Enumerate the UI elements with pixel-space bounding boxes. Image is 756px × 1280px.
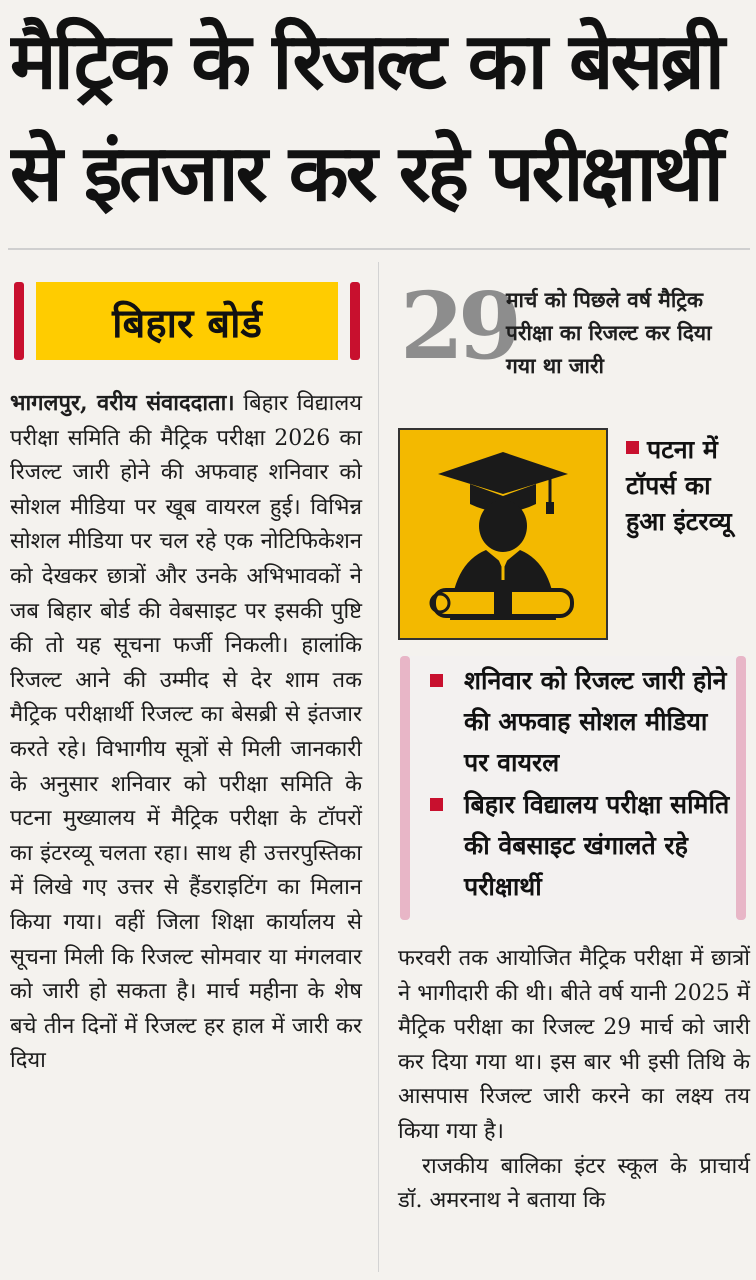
stat-text: मार्च को पिछले वर्ष मैट्रिक परीक्षा का रिजल्ट कर दिया गया था जारी [506,288,712,378]
article-left-column [10,386,362,1079]
section-badge [14,282,360,360]
headline-line-2: से इंतजार कर रहे परीक्षार्थी [10,129,721,219]
highlight-item [430,784,730,907]
side-note-text: पटना में टॉपर्स का हुआ इंटरव्यू [626,435,732,536]
badge-label: बिहार बोर्ड [36,282,338,360]
highlights-bar-right [736,656,746,920]
red-square-bullet-icon [430,798,443,811]
red-square-bullet-icon [626,441,639,454]
badge-bar-right [350,282,360,360]
article-right-column [398,942,750,1219]
stat-number: 29 [400,272,517,380]
article-body-right: फरवरी तक आयोजित मैट्रिक परीक्षा में छात्रों ने भागीदारी की थी। बीते वर्ष यानी 2025 में मैट्रिक परीक्षा का रिजल्ट 29 मार्च को जारी कर दिया गया था। इस बार भी इसी तिथि के आसपास रिजल्ट जारी करने का लक्ष्य तय किया गया है। [398,946,750,1144]
side-note [626,432,750,540]
highlight-text: शनिवार को रिजल्ट जारी होने की अफवाह सोशल मीडिया पर वायरल [464,666,727,777]
column-divider [378,262,379,1272]
highlight-text: बिहार विद्यालय परीक्षा समिति की वेबसाइट खंगालते रहे परीक्षार्थी [464,790,730,901]
dateline: भागलपुर, वरीय संवाददाता। [10,390,235,416]
graduate-with-diploma-icon [400,430,606,638]
article-body-right-para2: राजकीय बालिका इंटर स्कूल के प्राचार्य डॉ. अमरनाथ ने बताया कि [398,1153,750,1214]
article-body-left: बिहार विद्यालय परीक्षा समिति की मैट्रिक परीक्षा 2026 का रिजल्ट जारी होने की अफवाह शनिवार को सोशल मीडिया पर खूब वायरल हुई। विभिन्न सोशल मीडिया पर चल रहे एक नोटिफिकेशन को देखकर छात्रों और उनके अभिभावकों ने जब बिहार बोर्ड की वेबसाइट पर इसकी पुष्टि की तो यह सूचना फर्जी निकली। हालांकि रिजल्ट आने की उम्मीद से देर शाम तक मैट्रिक परीक्षार्थी रिजल्ट का बेसब्री से इंतजार करते रहे। विभागीय सूत्रों से मिली जानकारी के अनुसार शनिवार को परीक्षा समिति के पटना मुख्यालय में मैट्रिक परीक्षा के टॉपरों का इंटरव्यू चलता रहा। साथ ही उत्तरपुस्तिका में लिखे गए उत्तर से हैंडराइटिंग का मिलान किया गया। वहीं जिला शिक्षा कार्यालय से सूचना मिली कि रिजल्ट सोमवार या मंगलवार को जारी हो सकता है। मार्च महीना के शेष बचे तीन दिनों में रिजल्ट हर हाल में जारी कर दिया [10,391,362,1074]
graduate-graphic [398,428,608,640]
badge-bar-left [14,282,24,360]
headline [10,6,750,230]
headline-divider [8,248,750,250]
highlights-box [400,656,746,920]
headline-line-1: मैट्रिक के रिजल्ट का बेसब्री [10,17,722,107]
highlight-item [430,660,730,783]
red-square-bullet-icon [430,674,443,687]
highlights-bar-left [400,656,410,920]
